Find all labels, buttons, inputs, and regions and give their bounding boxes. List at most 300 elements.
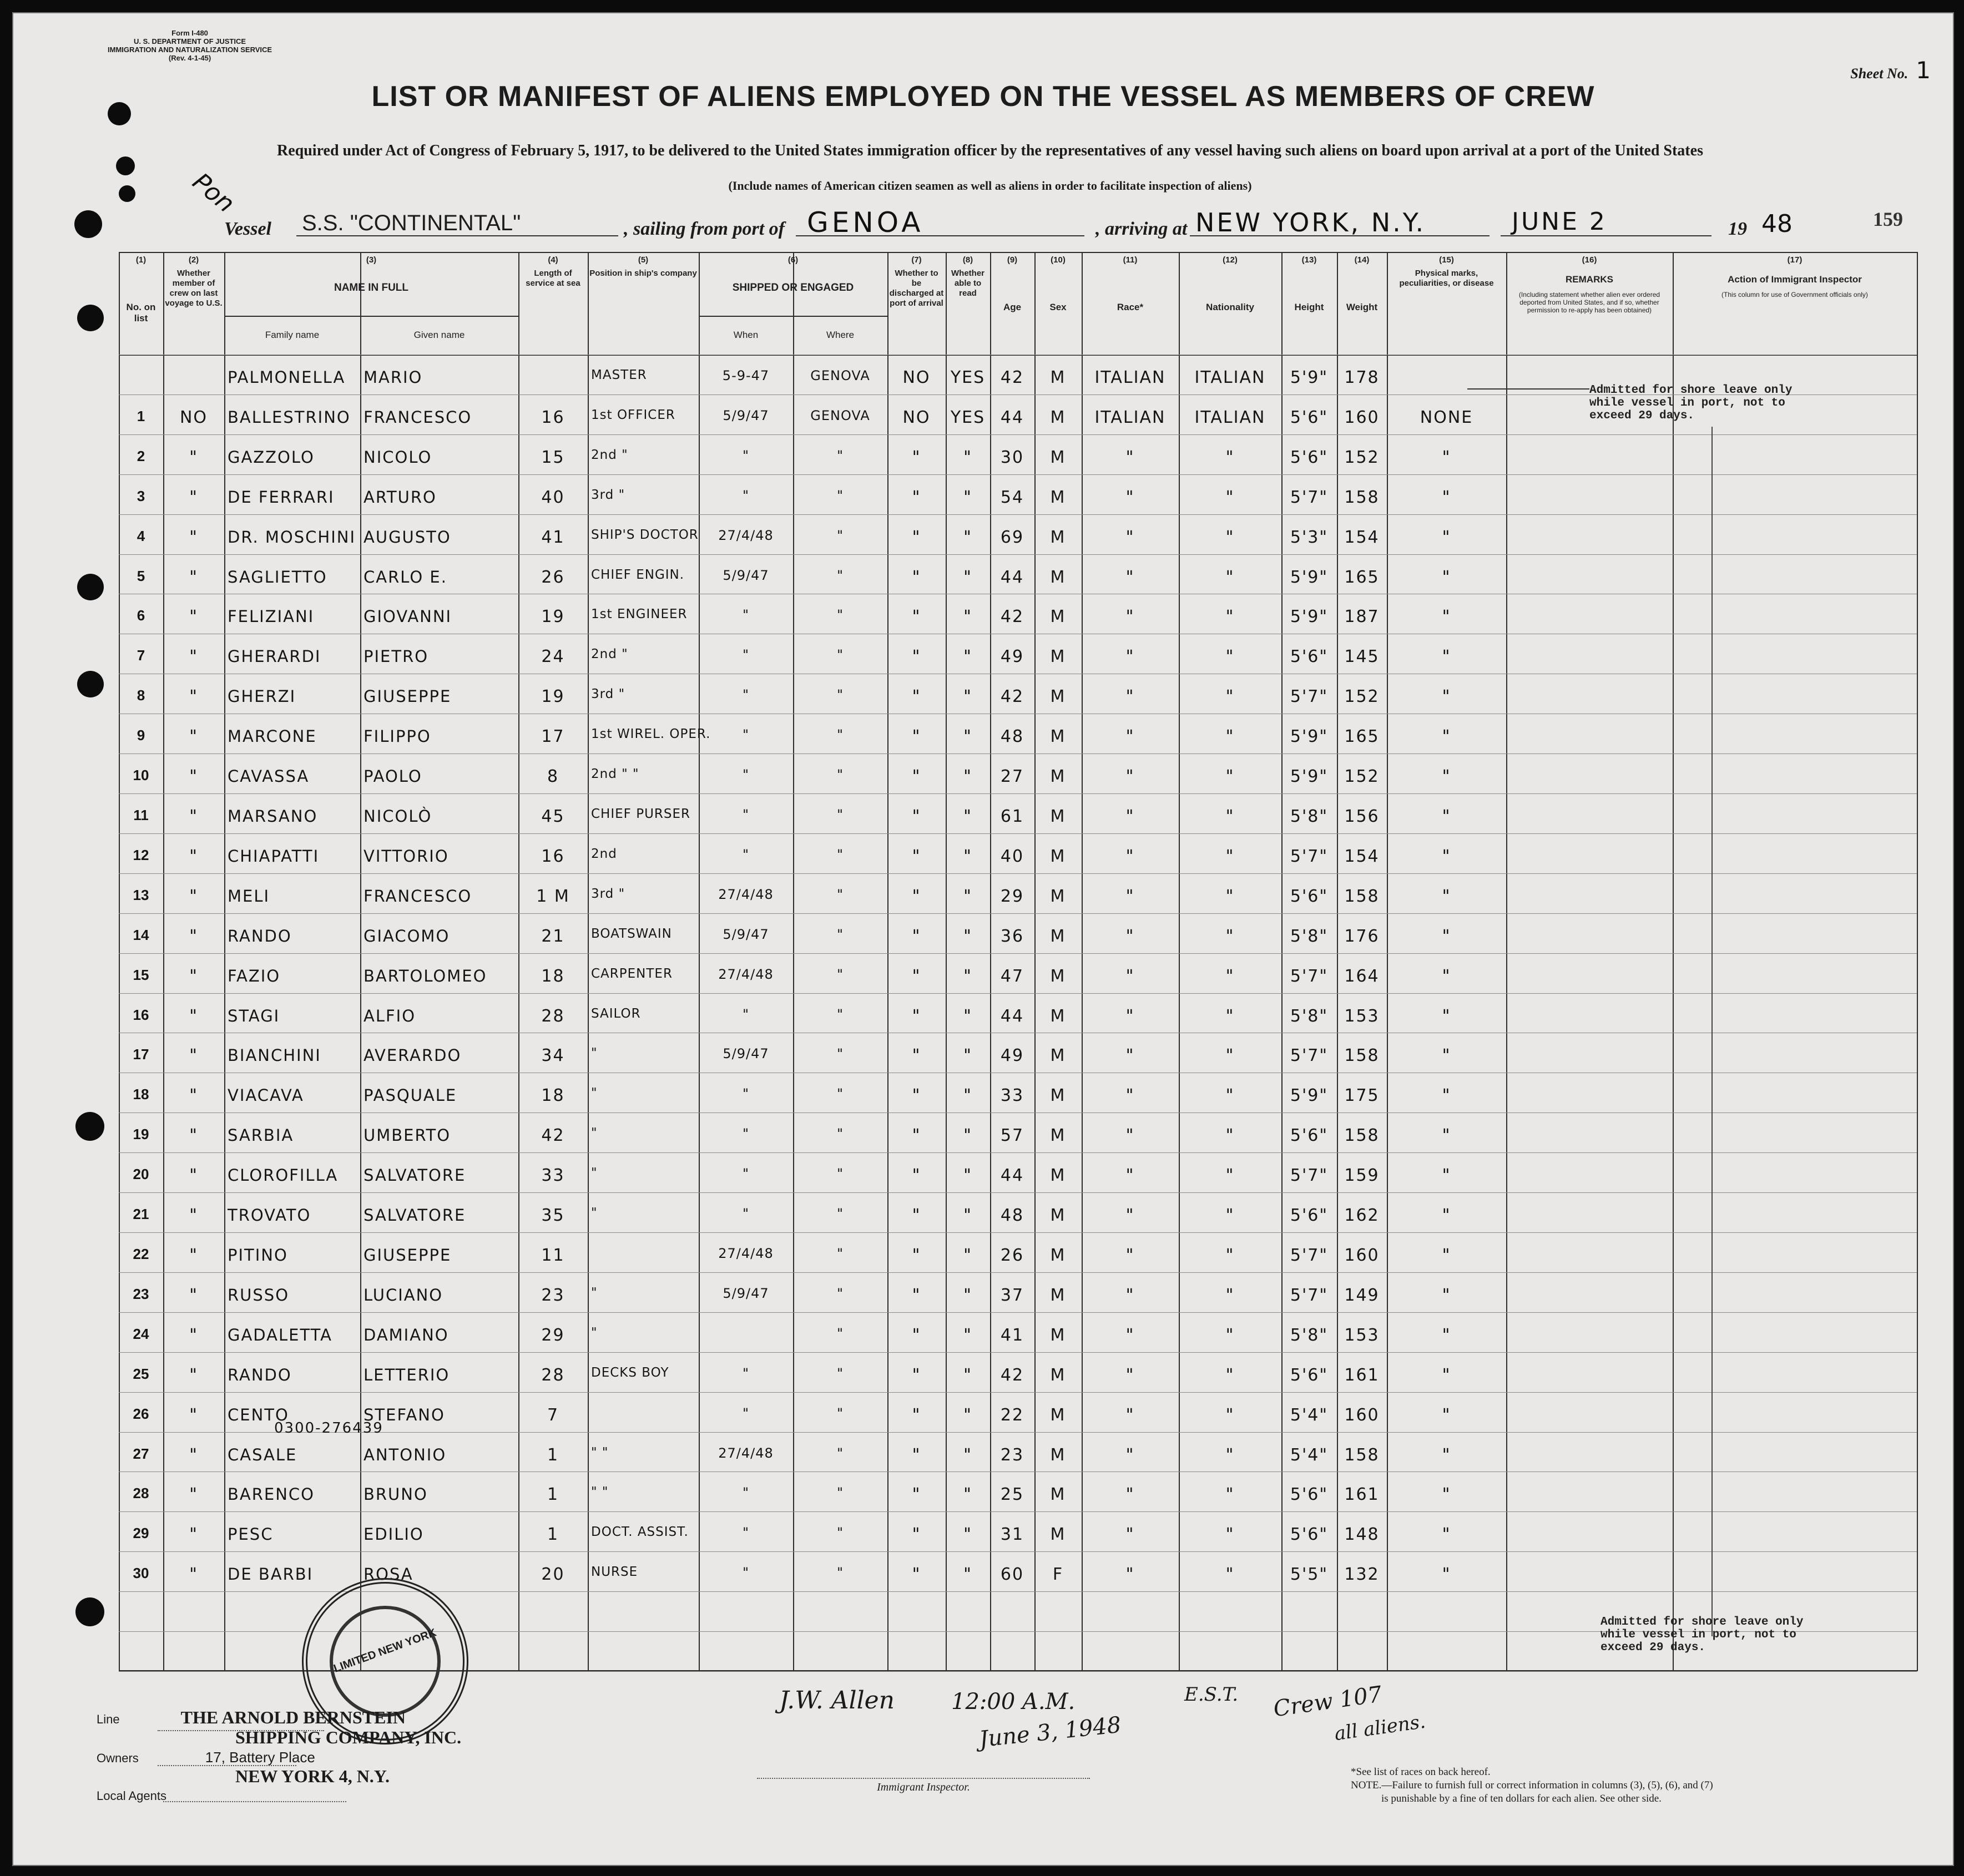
cell-last: "	[189, 1006, 198, 1026]
cell-race: ITALIAN	[1094, 368, 1166, 387]
cell-race: "	[1125, 1126, 1135, 1146]
cell-last: "	[189, 607, 198, 627]
cell-nat: "	[1225, 1485, 1235, 1505]
cell-height: 5'4"	[1290, 1445, 1329, 1465]
cell-read: "	[963, 1285, 972, 1305]
cell-nat: "	[1225, 1405, 1235, 1425]
crew-row	[119, 724, 1917, 754]
cell-no: 17	[133, 1046, 149, 1063]
cell-service: 1	[547, 1525, 559, 1545]
column-header: Whether member of crew on last voyage to U.S.	[165, 269, 223, 308]
cell-marks: "	[1442, 607, 1451, 627]
cell-race: "	[1125, 727, 1135, 747]
cell-disch: "	[912, 1445, 921, 1465]
cell-family: VIACAVA	[228, 1086, 304, 1105]
crew-row	[119, 843, 1917, 873]
cell-last: "	[189, 1166, 198, 1186]
crew-row	[119, 1282, 1917, 1312]
cell-marks: "	[1442, 647, 1451, 667]
remark-arrow	[1467, 388, 1589, 390]
column-number: (13)	[1301, 255, 1317, 265]
cell-sex: M	[1050, 966, 1066, 986]
cell-height: 5'6"	[1290, 1126, 1329, 1146]
cell-given: AVERARDO	[363, 1046, 462, 1065]
cell-height: 5'8"	[1290, 1325, 1329, 1345]
row-rule	[119, 953, 1917, 954]
cell-weight: 152	[1344, 447, 1380, 467]
cell-weight: 132	[1344, 1565, 1380, 1585]
cell-nat: "	[1225, 487, 1235, 507]
cell-family: BIANCHINI	[228, 1046, 321, 1065]
cell-given: NICOLO	[363, 447, 432, 467]
punch-hole	[75, 1112, 104, 1141]
cell-read: "	[963, 1565, 972, 1585]
cell-race: "	[1125, 567, 1135, 587]
cell-service: 35	[541, 1206, 565, 1226]
cell-age: 41	[1000, 1325, 1024, 1345]
cell-service: 20	[541, 1565, 565, 1585]
column-subheader: Where	[826, 330, 855, 340]
requirement-text: Required under Act of Congress of February 5, 1917, to be delivered to the United States immigration officer by the representatives of any vessel having such aliens on board upon arrival at a port of the United States	[277, 142, 1703, 159]
cell-position: 2nd " "	[591, 767, 639, 782]
column-header: Height	[1294, 302, 1324, 312]
cell-where: "	[836, 1086, 844, 1102]
cell-position: SAILOR	[591, 1006, 641, 1021]
cell-position: CARPENTER	[591, 966, 673, 981]
cell-weight: 165	[1344, 727, 1380, 747]
crew-row	[119, 1362, 1917, 1392]
cell-given: PAOLO	[363, 767, 422, 786]
cell-last: "	[189, 447, 198, 467]
cell-read: "	[963, 487, 972, 507]
crew-row	[119, 1242, 1917, 1272]
cell-position: DECKS BOY	[591, 1365, 669, 1380]
cell-age: 40	[1000, 846, 1024, 866]
cell-weight: 176	[1344, 926, 1380, 946]
cell-sex: M	[1050, 1405, 1066, 1425]
cell-age: 49	[1000, 647, 1024, 667]
column-header: Nationality	[1206, 302, 1254, 312]
cell-height: 5'6"	[1290, 886, 1329, 906]
crew-row	[119, 1481, 1917, 1511]
cell-height: 5'7"	[1290, 966, 1329, 986]
cell-weight: 158	[1344, 1126, 1380, 1146]
cell-where: "	[836, 1126, 844, 1142]
cell-when: "	[742, 1126, 750, 1142]
cell-marks: "	[1442, 846, 1451, 866]
cell-read: "	[963, 1006, 972, 1026]
cell-sex: M	[1050, 1126, 1066, 1146]
crew-row	[119, 1083, 1917, 1113]
cell-read: "	[963, 647, 972, 667]
cell-given: EDILIO	[363, 1525, 424, 1544]
row-rule	[119, 1232, 1917, 1233]
signature-date: June 3, 1948	[978, 1712, 1123, 1753]
cell-sex: M	[1050, 727, 1066, 747]
cell-sex: M	[1050, 926, 1066, 946]
cell-family: RANDO	[228, 926, 292, 945]
cell-no: 4	[137, 527, 145, 544]
cell-sex: M	[1050, 807, 1066, 826]
cell-no: 25	[133, 1365, 149, 1382]
cell-race: "	[1125, 1485, 1135, 1505]
cell-when: "	[742, 727, 750, 743]
cell-where: "	[836, 767, 844, 783]
cell-given: FRANCESCO	[363, 886, 472, 906]
crew-row	[119, 604, 1917, 634]
cell-last: "	[189, 1046, 198, 1066]
cell-height: 5'8"	[1290, 1006, 1329, 1026]
cell-disch: "	[912, 1485, 921, 1505]
arrival-time: 12:00 A.M.	[951, 1689, 1076, 1715]
cell-disch: "	[912, 886, 921, 906]
cell-sex: M	[1050, 407, 1066, 427]
cell-when: "	[742, 647, 750, 663]
cell-where: "	[836, 1445, 844, 1461]
crew-row	[119, 1521, 1917, 1551]
year-handwritten: 48	[1761, 210, 1793, 238]
cell-marks: "	[1442, 487, 1451, 507]
cell-race: "	[1125, 1166, 1135, 1186]
cell-read: "	[963, 1046, 972, 1066]
cell-height: 5'7"	[1290, 687, 1329, 707]
cell-marks: "	[1442, 567, 1451, 587]
cell-age: 25	[1000, 1485, 1024, 1505]
cell-weight: 158	[1344, 1046, 1380, 1066]
crew-row	[119, 684, 1917, 714]
column-header: Whether to be discharged at port of arrival	[889, 269, 944, 308]
cell-read: "	[963, 1166, 972, 1186]
cell-service: 11	[541, 1246, 565, 1265]
column-number: (8)	[962, 255, 973, 265]
cell-when: "	[742, 1565, 750, 1581]
punch-hole	[77, 671, 104, 697]
cell-nat: "	[1225, 886, 1235, 906]
cell-age: 37	[1000, 1285, 1024, 1305]
cell-weight: 149	[1344, 1285, 1380, 1305]
cell-marks: "	[1442, 1285, 1451, 1305]
cell-nat: "	[1225, 1206, 1235, 1226]
column-header: No. on list	[126, 302, 156, 323]
cell-where: "	[836, 1365, 844, 1381]
punch-hole	[77, 574, 104, 600]
cell-sex: M	[1050, 447, 1066, 467]
cell-disch: "	[912, 1525, 921, 1545]
cell-family: BARENCO	[228, 1485, 315, 1504]
cell-race: "	[1125, 1325, 1135, 1345]
cell-nat: "	[1225, 1246, 1235, 1265]
cell-where: GENOVA	[810, 368, 870, 383]
cell-weight: 165	[1344, 567, 1380, 587]
cell-no: 3	[137, 487, 145, 504]
cell-where: "	[836, 527, 844, 543]
cell-when: 27/4/48	[718, 527, 774, 543]
cell-sex: M	[1050, 1285, 1066, 1305]
year-printed: 19	[1728, 219, 1747, 239]
cell-service: 28	[541, 1006, 565, 1026]
cell-family: CENTO	[228, 1405, 289, 1424]
cell-race: "	[1125, 1405, 1135, 1425]
cell-no: 11	[133, 807, 149, 823]
cell-disch: "	[912, 1565, 921, 1585]
cell-last: "	[189, 1325, 198, 1345]
cell-last: "	[189, 1565, 198, 1585]
row-rule	[119, 1312, 1917, 1313]
cell-no: 16	[133, 1006, 149, 1023]
cell-when: "	[742, 1525, 750, 1541]
cell-position: 1st ENGINEER	[591, 607, 688, 622]
column-number: (14)	[1354, 255, 1370, 265]
cell-last: "	[189, 767, 198, 787]
footnotes: *See list of races on back hereof. NOTE.—Failure to furnish full or correct information in columns (3), (5), (6), and (7) is punishable by a fine of ten dollars for each alien. See other side.	[1351, 1766, 1713, 1804]
cell-race: "	[1125, 607, 1135, 627]
cell-height: 5'7"	[1290, 1166, 1329, 1186]
cell-disch: "	[912, 1246, 921, 1265]
cell-disch: "	[912, 607, 921, 627]
cell-age: 49	[1000, 1046, 1024, 1066]
cell-last: "	[189, 926, 198, 946]
cell-family: PALMONELLA	[228, 368, 346, 387]
column-subheader: Given name	[413, 330, 465, 340]
cell-family: MELI	[228, 886, 270, 906]
cell-nat: "	[1225, 767, 1235, 787]
cell-service: 8	[547, 767, 559, 787]
cell-height: 5'5"	[1290, 1565, 1329, 1585]
cell-read: YES	[950, 407, 986, 427]
cell-position: SHIP'S DOCTOR	[591, 527, 699, 542]
cell-no: 24	[133, 1325, 149, 1342]
cell-marks: "	[1442, 767, 1451, 787]
manifest-page	[12, 12, 1954, 1866]
cell-when: "	[742, 1006, 750, 1022]
cell-given: GIUSEPPE	[363, 687, 452, 706]
cell-nat: "	[1225, 607, 1235, 627]
cell-service: 21	[541, 926, 565, 946]
cell-race: ITALIAN	[1094, 407, 1166, 427]
cell-given: CARLO E.	[363, 567, 447, 586]
cell-sex: M	[1050, 487, 1066, 507]
column-number: (2)	[188, 255, 199, 265]
cell-weight: 148	[1344, 1525, 1380, 1545]
crew-row	[119, 763, 1917, 793]
cell-position: "	[591, 1086, 598, 1101]
cell-read: "	[963, 966, 972, 986]
cell-nat: "	[1225, 1525, 1235, 1545]
cell-age: 33	[1000, 1086, 1024, 1106]
cell-service: 40	[541, 487, 565, 507]
cell-height: 5'7"	[1290, 487, 1329, 507]
page-title: LIST OR MANIFEST OF ALIENS EMPLOYED ON THE VESSEL AS MEMBERS OF CREW	[371, 80, 1595, 113]
cell-read: "	[963, 1445, 972, 1465]
cell-sex: M	[1050, 687, 1066, 707]
cell-height: 5'7"	[1290, 1246, 1329, 1265]
arrival-timezone: E.S.T.	[1184, 1683, 1239, 1706]
cell-position: 3rd "	[591, 886, 625, 901]
cell-last: "	[189, 807, 198, 826]
cell-weight: 154	[1344, 527, 1380, 547]
cell-no: 8	[137, 687, 145, 704]
cell-weight: 162	[1344, 1206, 1380, 1226]
remark-bracket	[1711, 427, 1713, 1636]
row-rule	[119, 793, 1917, 794]
cell-read: "	[963, 926, 972, 946]
cell-marks: "	[1442, 1086, 1451, 1106]
cell-given: PIETRO	[363, 647, 429, 666]
cell-disch: "	[912, 846, 921, 866]
cell-nat: "	[1225, 1086, 1235, 1106]
cell-when: 5/9/47	[723, 1285, 769, 1301]
cell-given: DAMIANO	[363, 1325, 449, 1344]
cell-nat: "	[1225, 1365, 1235, 1385]
column-number: (15)	[1439, 255, 1454, 265]
cell-read: "	[963, 1365, 972, 1385]
cell-race: "	[1125, 487, 1135, 507]
cell-nat: ITALIAN	[1194, 368, 1266, 387]
cell-given: ROSA	[363, 1565, 413, 1584]
cell-no: 22	[133, 1246, 149, 1262]
cell-service: 17	[541, 727, 565, 747]
cell-sex: F	[1052, 1565, 1064, 1585]
cell-service: 23	[541, 1285, 565, 1305]
cell-family: GHERZI	[228, 687, 296, 706]
crew-count-note: Crew 107	[1271, 1681, 1384, 1722]
cell-read: "	[963, 846, 972, 866]
cell-no: 12	[133, 846, 149, 863]
cell-when: "	[742, 1485, 750, 1501]
cell-read: "	[963, 767, 972, 787]
column-header: Sex	[1049, 302, 1067, 312]
cell-sex: M	[1050, 767, 1066, 787]
cell-no: 30	[133, 1565, 149, 1582]
cell-where: "	[836, 1166, 844, 1182]
arrival-port: NEW YORK, N.Y.	[1195, 208, 1426, 237]
column-number: (9)	[1007, 255, 1018, 265]
cell-weight: 154	[1344, 846, 1380, 866]
cell-disch: "	[912, 1206, 921, 1226]
cell-when: 5-9-47	[722, 368, 770, 383]
cell-no: 9	[137, 727, 145, 744]
cell-weight: 164	[1344, 966, 1380, 986]
cell-given: VITTORIO	[363, 846, 449, 866]
cell-service: 42	[541, 1126, 565, 1146]
cell-weight: 158	[1344, 487, 1380, 507]
cell-age: 44	[1000, 1166, 1024, 1186]
cell-family: CASALE	[228, 1445, 297, 1464]
cell-position: DOCT. ASSIST.	[591, 1525, 689, 1540]
cell-nat: "	[1225, 1445, 1235, 1465]
cell-marks: "	[1442, 886, 1451, 906]
cell-marks: "	[1442, 1246, 1451, 1265]
column-number: (7)	[911, 255, 922, 265]
cell-race: "	[1125, 527, 1135, 547]
cell-where: "	[836, 567, 844, 583]
cell-sex: M	[1050, 1485, 1066, 1505]
cell-age: 26	[1000, 1246, 1024, 1265]
cell-race: "	[1125, 1086, 1135, 1106]
cell-weight: 152	[1344, 687, 1380, 707]
cell-read: "	[963, 687, 972, 707]
cell-no: 13	[133, 886, 149, 903]
row-rule	[119, 1511, 1917, 1512]
cell-weight: 161	[1344, 1485, 1380, 1505]
cell-position: "	[591, 1046, 598, 1061]
cell-disch: "	[912, 1006, 921, 1026]
cell-nat: "	[1225, 687, 1235, 707]
cell-last: "	[189, 1485, 198, 1505]
cell-disch: "	[912, 527, 921, 547]
cell-sex: M	[1050, 1325, 1066, 1345]
cell-sex: M	[1050, 1046, 1066, 1066]
cell-age: 23	[1000, 1445, 1024, 1465]
crew-row	[119, 1162, 1917, 1192]
cell-where: "	[836, 1405, 844, 1421]
row-rule	[119, 1432, 1917, 1433]
cell-race: "	[1125, 1285, 1135, 1305]
cell-family: FAZIO	[228, 966, 281, 985]
punch-hole	[119, 185, 135, 202]
cell-nat: ITALIAN	[1194, 407, 1266, 427]
cell-given: NICOLÒ	[363, 807, 432, 826]
column-header: Whether able to read	[951, 269, 984, 298]
cell-height: 5'9"	[1290, 767, 1329, 787]
crew-row	[119, 1043, 1917, 1073]
cell-race: "	[1125, 1565, 1135, 1585]
cell-read: "	[963, 807, 972, 826]
cell-race: "	[1125, 1246, 1135, 1265]
cell-where: "	[836, 926, 844, 942]
cell-weight: 156	[1344, 807, 1380, 826]
column-number: (12)	[1223, 255, 1238, 265]
column-header: Race*	[1117, 302, 1144, 312]
row-rule	[119, 434, 1917, 435]
cell-nat: "	[1225, 926, 1235, 946]
cell-sex: M	[1050, 647, 1066, 667]
cell-last: "	[189, 487, 198, 507]
column-header: NAME IN FULL	[334, 282, 409, 294]
cell-read: "	[963, 447, 972, 467]
cell-age: 42	[1000, 687, 1024, 707]
crew-row	[119, 524, 1917, 554]
cell-age: 60	[1000, 1565, 1024, 1585]
cell-given: MARIO	[363, 368, 423, 387]
cell-sex: M	[1050, 567, 1066, 587]
cell-disch: "	[912, 1166, 921, 1186]
cell-when: 27/4/48	[718, 1445, 774, 1461]
cell-position: " "	[591, 1445, 609, 1460]
cell-disch: NO	[902, 407, 931, 427]
cell-marks: "	[1442, 727, 1451, 747]
cell-given: ALFIO	[363, 1006, 416, 1025]
cell-race: "	[1125, 1206, 1135, 1226]
column-subheader: Family name	[265, 330, 320, 340]
cell-sex: M	[1050, 886, 1066, 906]
cell-age: 42	[1000, 1365, 1024, 1385]
cell-marks: "	[1442, 1565, 1451, 1585]
cell-given: SALVATORE	[363, 1206, 466, 1225]
cell-age: 48	[1000, 1206, 1024, 1226]
row-rule	[119, 1152, 1917, 1153]
cell-service: 16	[541, 846, 565, 866]
cell-age: 44	[1000, 1006, 1024, 1026]
crew-row	[119, 1003, 1917, 1033]
cell-when: "	[742, 767, 750, 783]
crew-row	[119, 564, 1917, 594]
cell-disch: "	[912, 487, 921, 507]
cell-sex: M	[1050, 1166, 1066, 1186]
cell-race: "	[1125, 647, 1135, 667]
cell-last: "	[189, 1086, 198, 1106]
cell-age: 61	[1000, 807, 1024, 826]
